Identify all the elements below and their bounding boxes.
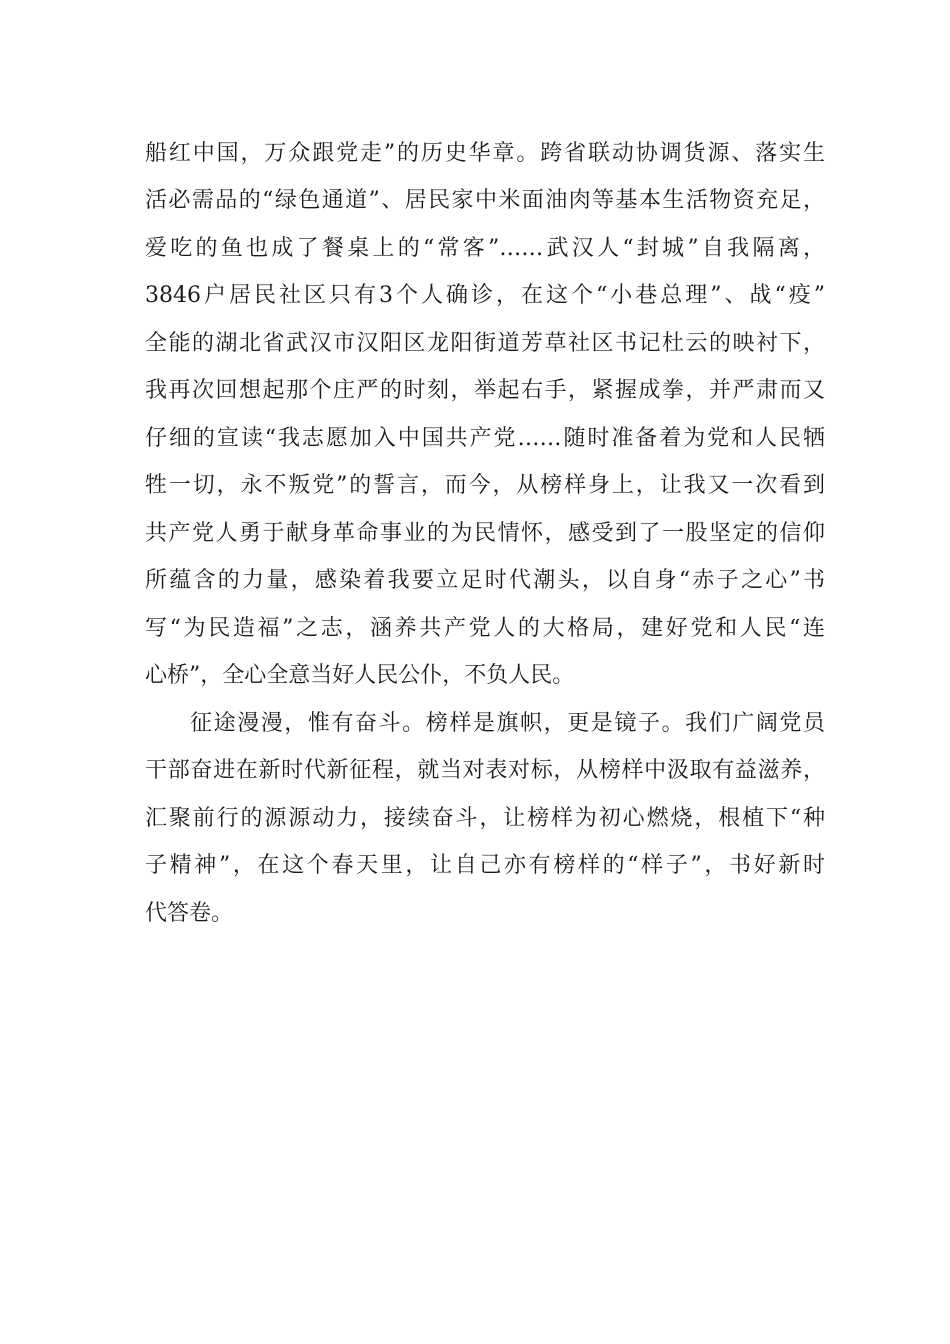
text-line: 3846户居民社区只有3个人确诊，在这个“小巷总理”、战“疫” (145, 283, 825, 308)
text-line: 爱吃的鱼也成了餐桌上的“常客”……武汉人“封城”自我隔离， (145, 236, 825, 261)
text-line: 牲一切，永不叛党”的誓言，而今，从榜样身上，让我又一次看到 (145, 473, 825, 498)
text-line: 代答卷。 (145, 901, 234, 926)
text-line: 所蕴含的力量，感染着我要立足时代潮头，以自身“赤子之心”书 (145, 568, 825, 593)
text-line: 活必需品的“绿色通道”、居民家中米面油肉等基本生活物资充足， (145, 188, 825, 213)
text-line: 写“为民造福”之志，涵养共产党人的大格局，建好党和人民“连 (145, 616, 825, 641)
text-line: 干部奋进在新时代新征程，就当对表对标，从榜样中汲取有益滋养， (145, 758, 825, 783)
text-line: 仔细的宣读“我志愿加入中国共产党……随时准备着为党和人民牺 (145, 426, 825, 451)
text-line: 我再次回想起那个庄严的时刻，举起右手，紧握成拳，并严肃而又 (145, 378, 825, 403)
text-line: 共产党人勇于献身革命事业的为民情怀，感受到了一股坚定的信仰 (145, 521, 825, 546)
text-line: 子精神”，在这个春天里，让自己亦有榜样的“样子”，书好新时 (145, 853, 825, 878)
text-line: 全能的湖北省武汉市汉阳区龙阳街道芳草社区书记杜云的映衬下， (145, 331, 825, 356)
text-line: 心桥”，全心全意当好人民公仆，不负人民。 (145, 663, 575, 688)
text-line: 汇聚前行的源源动力，接续奋斗，让榜样为初心燃烧，根植下“种 (145, 806, 825, 831)
text-line: 船红中国，万众跟党走”的历史华章。跨省联动协调货源、落实生 (145, 141, 825, 166)
text-line: 征途漫漫，惟有奋斗。榜样是旗帜，更是镜子。我们广阔党员 (190, 711, 825, 736)
